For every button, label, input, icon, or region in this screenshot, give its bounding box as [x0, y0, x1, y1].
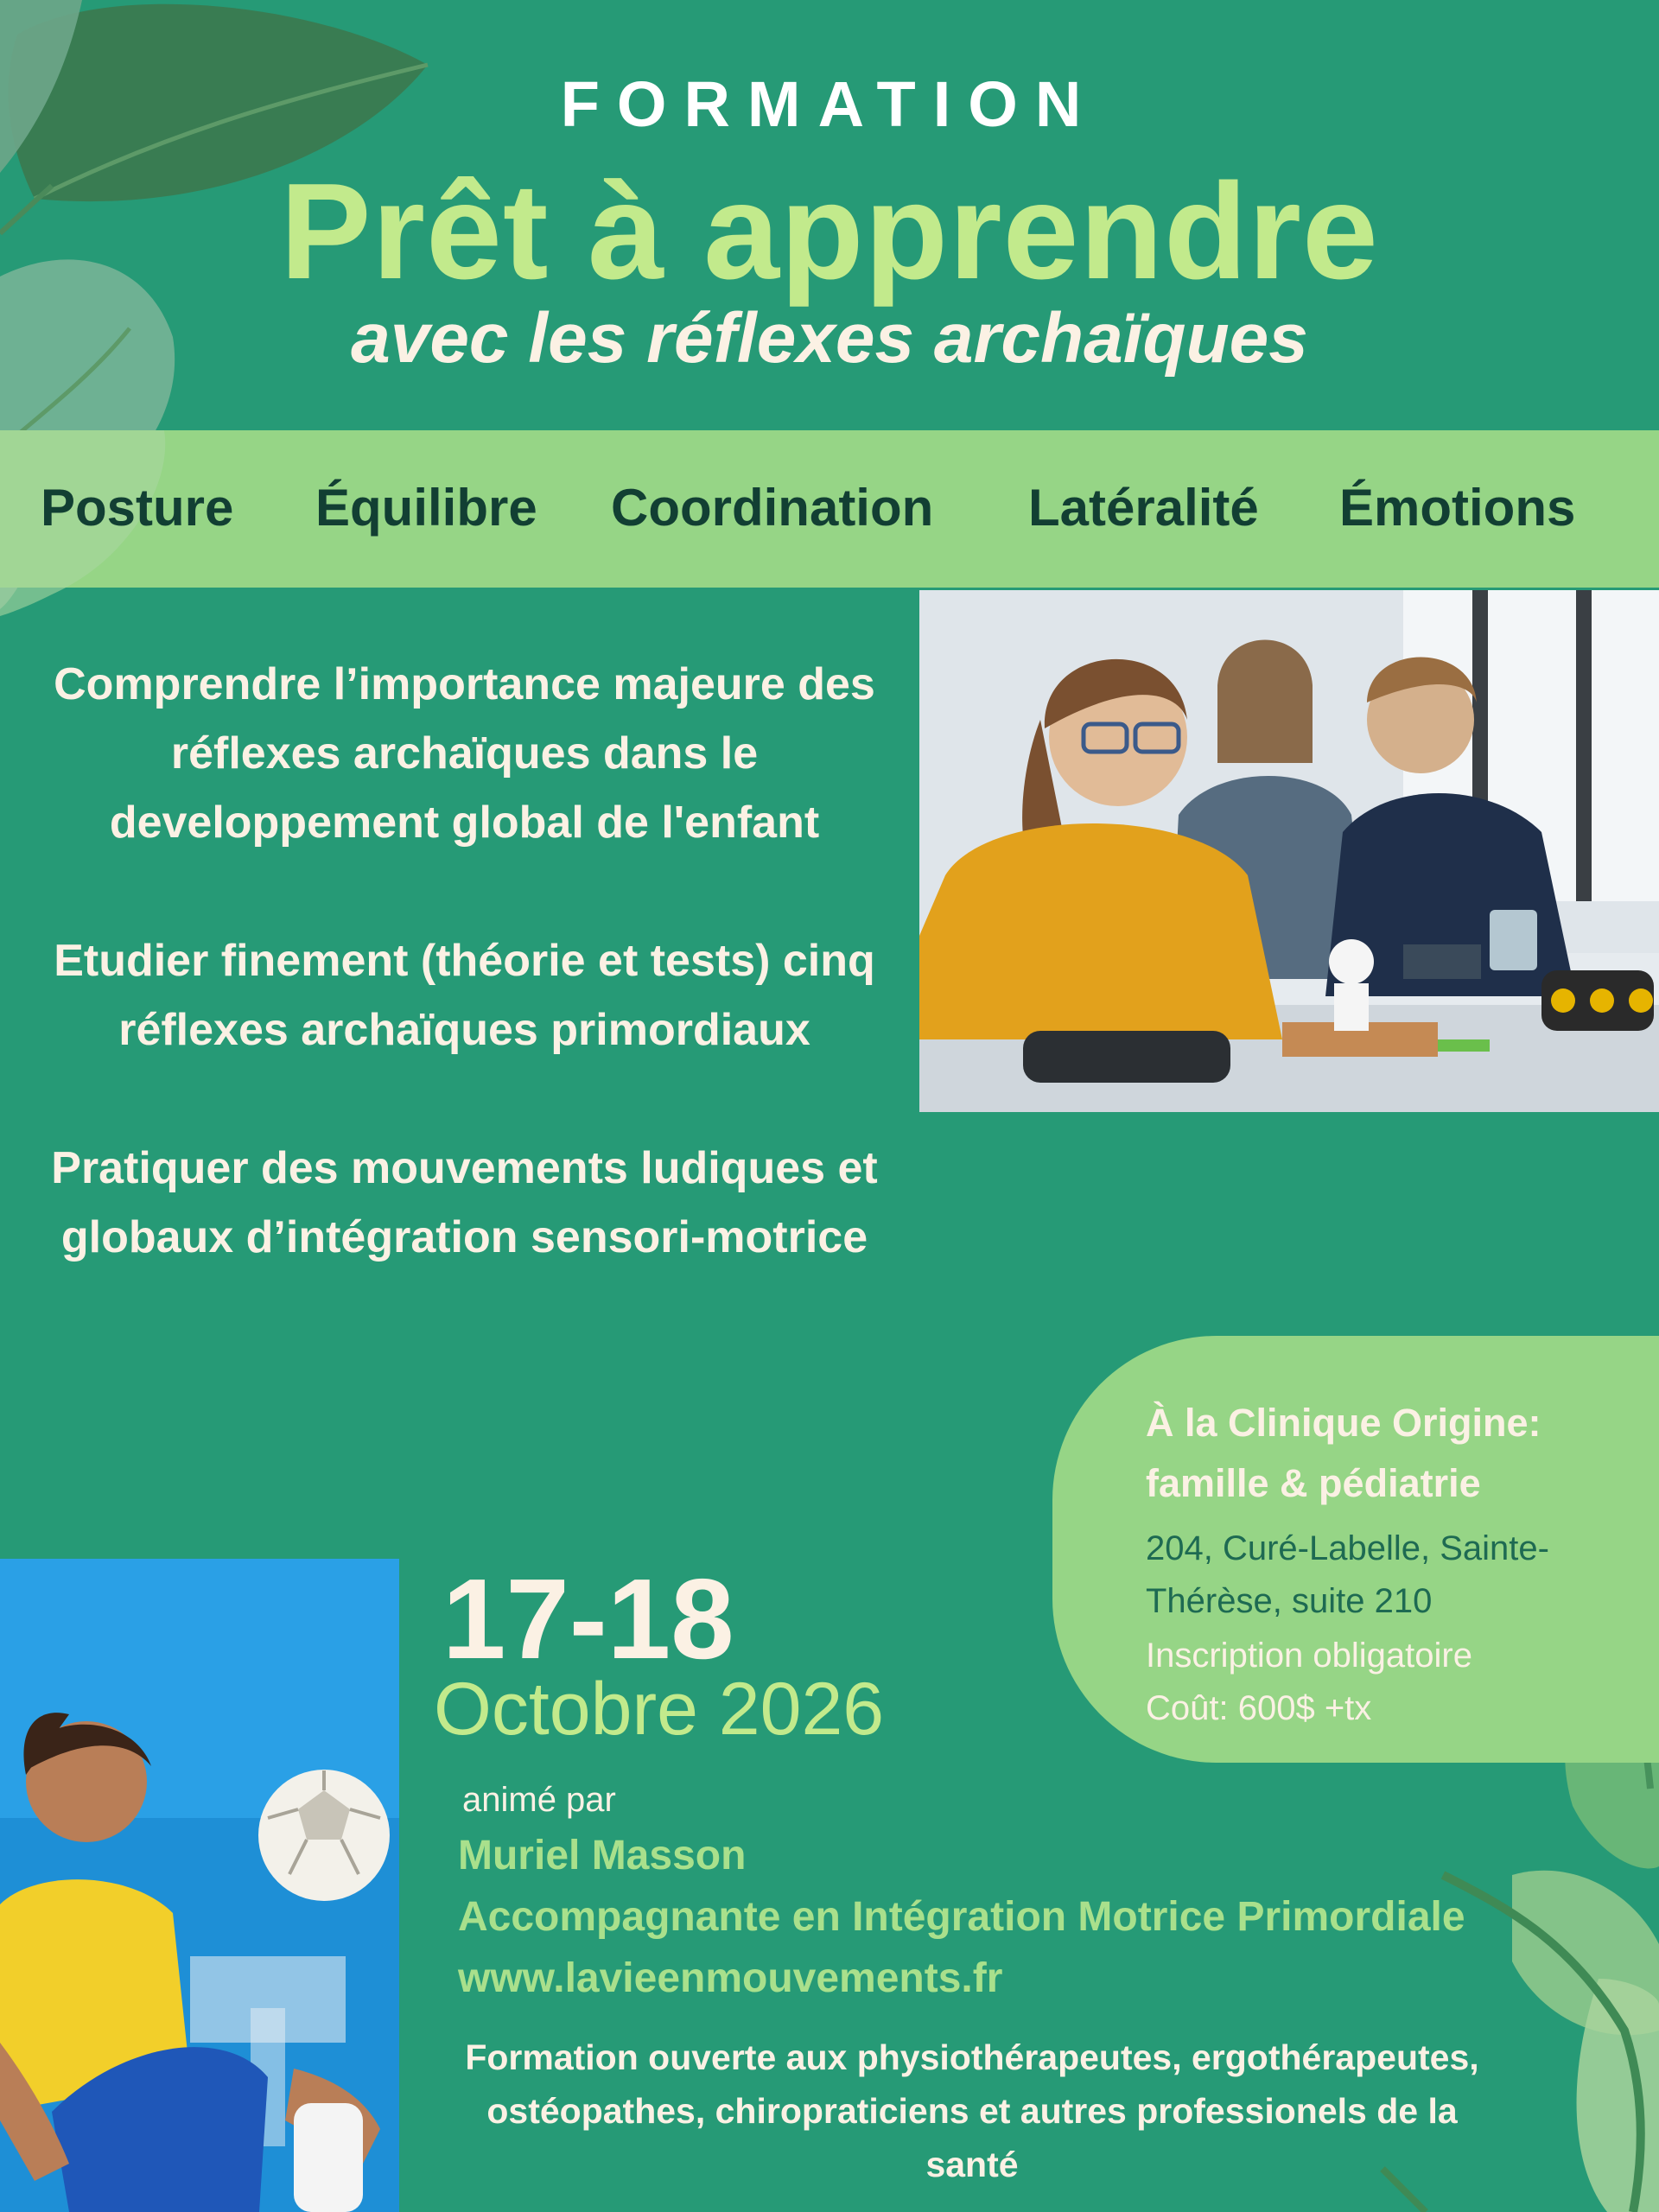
boy-soccer-photo — [0, 1559, 399, 2212]
audience-statement: Formation ouverte aux physiothérapeutes, ergothérapeutes, ostéopathes, chiropraticiens et autres professionels de la santé — [465, 2037, 1479, 2184]
host-website[interactable]: www.lavieenmouvements.fr — [458, 1955, 1003, 2001]
registration-note: Inscription obligatoire — [1146, 1637, 1472, 1675]
topic-posture: Posture — [41, 479, 234, 537]
topic-emotions: Émotions — [1339, 479, 1576, 537]
venue-name: À la Clinique Origine: famille & pédiatrie — [1146, 1401, 1541, 1505]
topic-lateralite: Latéralité — [1028, 479, 1259, 537]
main-title: Prêt à apprendre — [280, 156, 1379, 308]
host-role: Accompagnante en Intégration Motrice Primordiale — [458, 1894, 1465, 1940]
host-intro: animé par — [462, 1781, 616, 1819]
venue-address: 204, Curé-Labelle, Sainte-Thérèse, suite 210 — [1146, 1529, 1549, 1620]
subtitle: avec les réflexes archaïques — [351, 299, 1308, 378]
objective-practice: Pratiquer des mouvements ludiques et globaux d’intégration sensori-motrice — [51, 1143, 878, 1262]
formation-label: FORMATION — [560, 68, 1099, 140]
children-robotics-photo — [919, 590, 1659, 1112]
cost-label: Coût: 600$ +tx — [1146, 1689, 1372, 1727]
objectives-list — [26, 650, 903, 1341]
event-days: 17-18 — [442, 1555, 734, 1682]
topic-coordination: Coordination — [611, 479, 934, 537]
objective-understand: Comprendre l’importance majeure des réflexes archaïques dans le developpement global de l'enfant — [54, 659, 875, 848]
event-month-year: Octobre 2026 — [434, 1668, 885, 1751]
host-name: Muriel Masson — [458, 1833, 747, 1878]
objective-study: Etudier finement (théorie et tests) cinq réflexes archaïques primordiaux — [54, 936, 875, 1055]
topic-equilibre: Équilibre — [315, 479, 537, 537]
